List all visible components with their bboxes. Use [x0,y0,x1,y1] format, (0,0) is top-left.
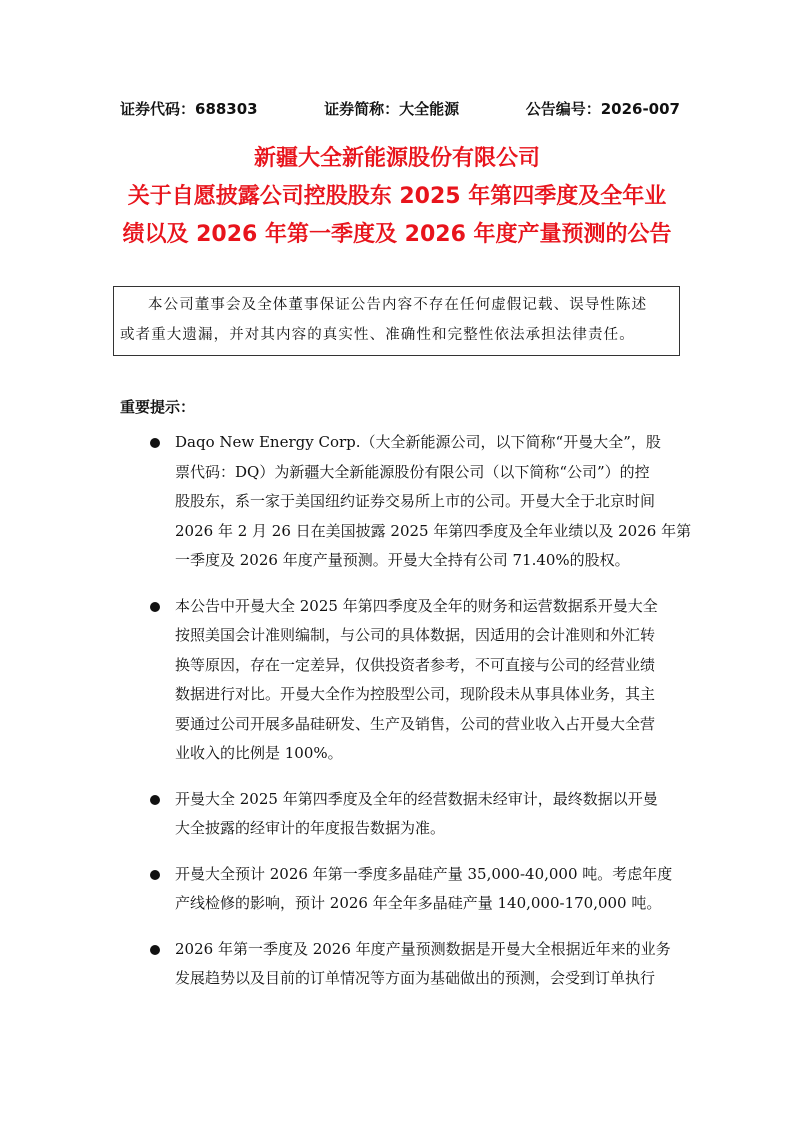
text-line: Daqo New Energy Corp.（大全新能源公司，以下简称“开曼大全”，股 [175,433,661,451]
text-line: 要通过公司开展多晶硅研发、生产及销售，公司的营业收入占开曼大全营 [175,714,656,733]
bullet-icon [150,870,160,880]
text-line: 2026 年第一季度及 2026 年度产量预测数据是开曼大全根据近年来的业务 [175,939,671,958]
text-line: 产线检修的影响，预计 2026 年全年多晶硅产量 140,000-170,000 吨。 [175,894,662,912]
list-item [120,592,690,769]
list-item [120,428,690,576]
list-item [120,935,690,994]
notice-line-2: 或者重大遗漏，并对其内容的真实性、准确性和完整性依法承担法律责任。 [120,327,635,343]
text-line: 2026 年 2 月 26 日在美国披露 2025 年第四季度及全年业绩以及 2026 年第 [175,521,692,540]
document-header [120,98,680,119]
company-name: 新疆大全新能源股份有限公司 [253,146,540,171]
announcement-number: 公告编号：2026-007 [525,100,680,118]
stock-code: 证券代码：688303 [120,100,258,118]
bullet-icon [150,945,160,955]
title-line-3: 绩以及 2026 年第一季度及 2026 年度产量预测的公告 [122,222,672,247]
text-line: 开曼大全预计 2026 年第一季度多晶硅产量 35,000-40,000 吨。考虑年度 [175,864,673,883]
bullet-icon [150,602,160,612]
text-line: 业收入的比例是 100%。 [175,744,343,762]
stock-short-name: 证券简称：大全能源 [324,100,460,118]
bullet-icon [150,438,160,448]
important-notes-list [120,428,690,1010]
list-item [120,785,690,844]
text-line: 数据进行对比。开曼大全作为控股型公司，现阶段未从事具体业务，其主 [175,685,656,703]
text-line: 发展趋势以及目前的订单情况等方面为基础做出的预测，会受到订单执行 [175,969,656,987]
text-line: 大全披露的经审计的年度报告数据为准。 [175,819,446,837]
title-line-2: 关于自愿披露公司控股股东 2025 年第四季度及全年业 [127,184,667,209]
important-notes-heading: 重要提示： [120,398,196,416]
text-line: 本公告中开曼大全 2025 年第四季度及全年的财务和运营数据系开曼大全 [175,596,658,615]
bullet-icon [150,795,160,805]
text-line: 按照美国会计准则编制，与公司的具体数据，因适用的会计准则和外汇转 [175,626,656,644]
text-line: 票代码：DQ）为新疆大全新能源股份有限公司（以下简称“公司”）的控 [175,462,650,481]
text-line: 一季度及 2026 年度产量预测。开曼大全持有公司 71.40%的股权。 [175,551,630,569]
text-line: 换等原因，存在一定差异，仅供投资者参考，不可直接与公司的经营业绩 [175,655,656,674]
text-line: 开曼大全 2025 年第四季度及全年的经营数据未经审计，最终数据以开曼 [175,789,658,808]
board-guarantee-notice [113,286,680,356]
list-item [120,860,690,919]
document-title [0,140,794,254]
notice-line-1: 本公司董事会及全体董事保证公告内容不存在任何虚假记载、误导性陈述 [148,297,648,313]
text-line: 股股东，系一家于美国纽约证券交易所上市的公司。开曼大全于北京时间 [175,492,656,510]
